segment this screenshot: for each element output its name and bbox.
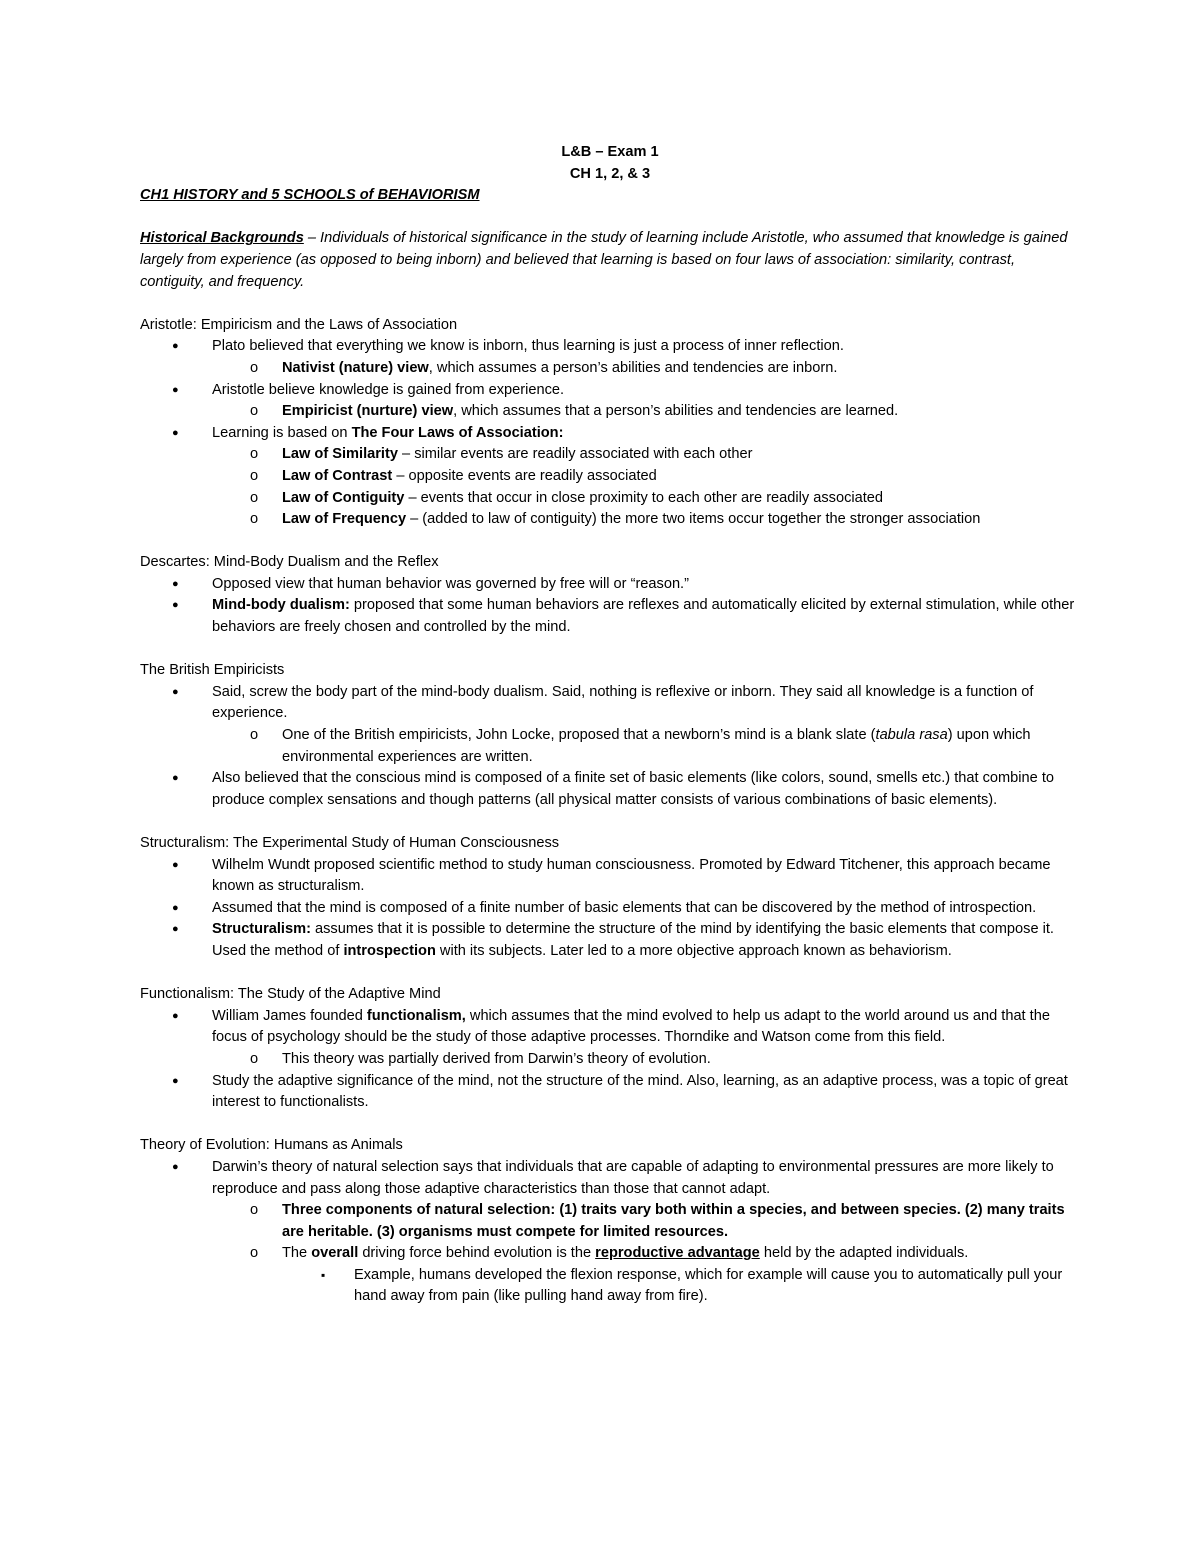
section-heading-evolution: Theory of Evolution: Humans as Animals [140,1137,403,1154]
list-item: ● Study the adaptive significance of the mind, not the structure of the mind. Also, learning, as an adaptive process, was a topic of great interest to functionalists. [140,1071,1080,1114]
section-heading-structuralism: Structuralism: The Experimental Study of Human Consciousness [140,835,560,851]
section-heading-functionalism: Functionalism: The Study of the Adaptive Mind [140,986,441,1003]
section-heading-british: The British Empiricists [140,662,285,679]
sub-list-item: o One of the British empiricists, John Locke, proposed that a newborn’s mind is a blank slate (tabula rasa) upon which environmental experiences are written. [140,725,1080,768]
intro-paragraph [140,228,1080,293]
list-item: ● Darwin’s theory of natural selection says that individuals that are capable of adapting to environmental pressures are more likely to reproduce and pass along those adaptive characteristics than those that cannot adapt. o Three components of natural selection: (1) traits vary both within a species, and between species. (2) many traits are heritable. (3) organisms must compete for limited resources. o The overall driving force behind evolution is the reproductive advantage held by the adapted individuals. ▪ Example, humans developed the flexion response, which for example will cause you to automatically pull your hand away from pain (like pulling hand away from fire). [140,1157,1080,1308]
functionalism-list [140,1006,1080,1114]
structuralism-list [140,855,1080,963]
sub-list-item: o Nativist (nature) view, which assumes a person’s abilities and tendencies are inborn. [140,358,1080,380]
aristotle-list [140,336,1080,530]
list-item: ● Learning is based on The Four Laws of Association: o Law of Similarity – similar events are readily associated with each other o Law of Contrast – opposite events are readily associated o Law of Contiguity – events that occur in close proximity to each other are readily associated o Law of Frequency – (added to law of contiguity) the more two items occur together the stronger association [140,423,1080,531]
section-heading-aristotle: Aristotle: Empiricism and the Laws of Association [140,316,458,333]
descartes-list [140,574,1080,639]
list-item: ● Assumed that the mind is composed of a finite number of basic elements that can be discovered by the method of introspection. [140,898,1080,920]
british-list [140,682,1080,812]
law-item: o Law of Contiguity – events that occur in close proximity to each other are readily associated [140,488,1080,510]
list-item: ● Aristotle believe knowledge is gained from experience. o Empiricist (nurture) view, which assumes that a person’s abilities and tendencies are learned. [140,380,1080,423]
sub-sub-list-item: ▪ Example, humans developed the flexion response, which for example will cause you to automatically pull your hand away from pain (like pulling hand away from fire). [140,1265,1080,1308]
sub-list-item: o The overall driving force behind evolution is the reproductive advantage held by the adapted individuals. ▪ Example, humans developed the flexion response, which for example will cause you to automatically pull your hand away from pain (like pulling hand away from fire). [140,1243,1080,1308]
section-heading-descartes: Descartes: Mind-Body Dualism and the Reflex [140,554,439,571]
list-item: ● Mind-body dualism: proposed that some human behaviors are reflexes and automatically elicited by external stimulation, while other behaviors are freely chosen and controlled by the mind. [140,595,1080,638]
chapter-heading: CH1 HISTORY and 5 SCHOOLS of BEHAVIORISM [140,187,480,204]
law-item: o Law of Contrast – opposite events are readily associated [140,466,1080,488]
list-item: ● Also believed that the conscious mind is composed of a finite set of basic elements (like colors, sound, smells etc.) that combine to produce complex sensations and though patterns (all physical matter consists of various combinations of basic elements). [140,768,1080,811]
list-item: ● Wilhelm Wundt proposed scientific method to study human consciousness. Promoted by Edward Titchener, this approach became known as structuralism. [140,855,1080,898]
reproductive-advantage-term: reproductive advantage [595,1245,760,1262]
list-item: ● Opposed view that human behavior was governed by free will or “reason.” [140,574,1080,596]
evolution-list [140,1157,1080,1308]
list-item: ● Plato believed that everything we know is inborn, thus learning is just a process of inner reflection. o Nativist (nature) view, which assumes a person’s abilities and tendencies are inborn. [140,336,1080,379]
intro-label: Historical Backgrounds [140,230,304,247]
sub-list-item: o Three components of natural selection: (1) traits vary both within a species, and between species. (2) many traits are heritable. (3) organisms must compete for limited resources. [140,1200,1080,1243]
list-item: ● Said, screw the body part of the mind-body dualism. Said, nothing is reflexive or inborn. They said all knowledge is a function of experience. o One of the British empiricists, John Locke, proposed that a newborn’s mind is a blank slate (tabula rasa) upon which environmental experiences are written. [140,682,1080,768]
doc-subtitle: CH 1, 2, & 3 [569,165,651,182]
sub-list-item: o Empiricist (nurture) view, which assumes that a person’s abilities and tendencies are learned. [140,401,1080,423]
intro-text: – Individuals of historical significance in the study of learning include Aristotle, who assumed that knowledge is gained largely from experience (as opposed to being inborn) and believed that learning is based on four laws of association: similarity, contrast, contiguity, and frequency. [140,230,1068,290]
law-item: o Law of Frequency – (added to law of contiguity) the more two items occur together the stronger association [140,509,1080,531]
law-item: o Law of Similarity – similar events are readily associated with each other [140,444,1080,466]
sub-list-item: o This theory was partially derived from Darwin’s theory of evolution. [140,1049,1080,1071]
list-item: ● William James founded functionalism, which assumes that the mind evolved to help us adapt to the world around us and that the focus of psychology should be the study of those adaptive processes. Thorndike and Watson come from this field. o This theory was partially derived from Darwin’s theory of evolution. [140,1006,1080,1071]
list-item: ● Structuralism: assumes that it is possible to determine the structure of the mind by identifying the basic elements that compose it. Used the method of introspection with its subjects. Later led to a more objective approach known as behaviorism. [140,919,1080,962]
doc-title: L&B – Exam 1 [561,144,659,160]
